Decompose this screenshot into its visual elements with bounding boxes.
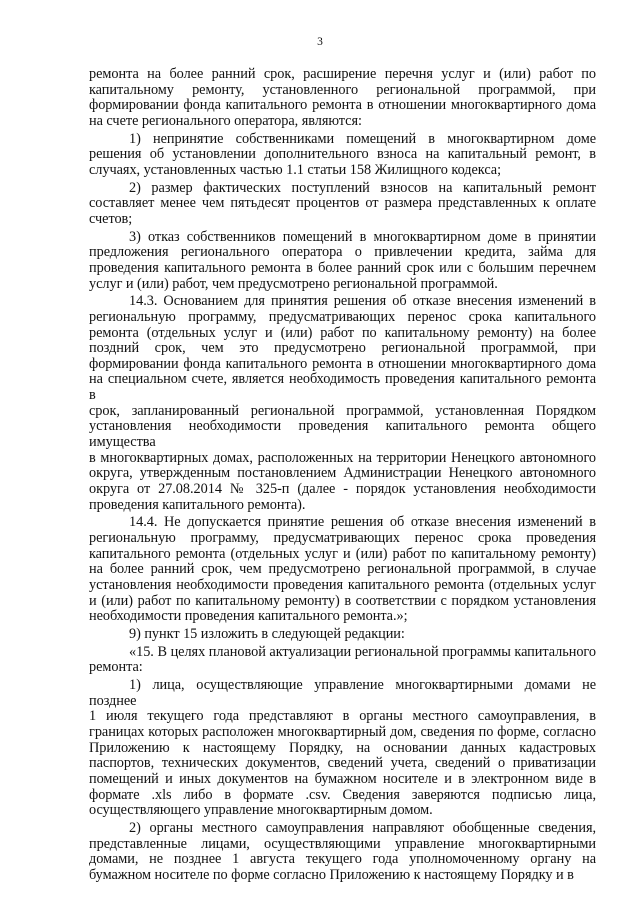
text-line: региональную программу, предусматривающих перенос срока капитального — [89, 308, 596, 325]
text-line: капитального ремонта (отдельных услуг и (или) работ по капитальному ремонту) — [89, 545, 596, 562]
text-line: «15. В целях плановой актуализации региональной программы капитального — [129, 643, 596, 660]
text-line: случаях, установленных частью 1.1 статьи 158 Жилищного кодекса; — [89, 161, 502, 178]
text-line: 1 июля текущего года представляют в органы местного самоуправления, в — [89, 708, 596, 725]
paragraph — [89, 627, 596, 643]
text-line: паспортов, технических документов, сведений учета, сведений о приватизации — [89, 755, 596, 772]
text-line: округа, утвержденным постановлением Администрации Ненецкого автономного — [89, 465, 596, 482]
text-line: проведения капитального ремонта). — [89, 496, 306, 513]
document-body — [89, 67, 596, 883]
text-line: осуществляющего управление многоквартирным домом. — [89, 802, 433, 819]
text-line: 1) непринятие собственниками помещений в многоквартирном доме — [129, 130, 596, 147]
text-line: необходимости проведения капитального ремонта.»; — [89, 608, 408, 625]
text-line: 2) размер фактических поступлений взносов на капитальный ремонт — [129, 179, 596, 196]
paragraph — [89, 294, 596, 513]
text-line: бумажном носителе по форме согласно Приложению к настоящему Порядку и в — [89, 866, 574, 883]
text-line: установления необходимости проведения капитального ремонта общего имущества — [89, 418, 596, 451]
text-line: ремонта (отдельных услуг и (или) работ по капитальному ремонту) на более — [89, 324, 596, 341]
text-line: установления необходимости проведения капитального ремонта (отдельных услуг — [89, 577, 596, 593]
text-line: ремонта на более ранний срок, расширение перечня услуг и (или) работ по — [89, 66, 596, 82]
text-line: составляет менее чем пятьдесят процентов от размера представленных к оплате — [89, 195, 596, 212]
paragraph — [89, 515, 596, 625]
paragraph — [89, 181, 596, 228]
paragraph — [89, 132, 596, 179]
text-line: округа от 27.08.2014 № 325-п (далее - порядок установления необходимости — [89, 481, 596, 498]
paragraph — [89, 67, 596, 130]
text-line: 1) лица, осуществляющие управление многоквартирными домами не позднее — [89, 676, 596, 709]
paragraph — [89, 678, 596, 819]
text-line: представленные лицами, осуществляющими управление многоквартирными — [89, 835, 596, 852]
text-line: домами, не позднее 1 августа текущего года уполномоченному органу на — [89, 851, 596, 868]
text-line: услуг и (или) работ, чем предусмотрено региональной программой. — [89, 275, 498, 292]
text-line: капитальному ремонту, установленного региональной программой, при — [89, 81, 596, 98]
text-line: счетов; — [89, 210, 133, 227]
paragraph — [89, 821, 596, 884]
text-line: 3) отказ собственников помещений в многоквартирном доме в принятии — [129, 228, 596, 245]
text-line: и (или) работ по капитальному ремонту) в соответствии с порядком установления — [89, 592, 596, 609]
text-line: решения об установлении дополнительного взноса на капитальный ремонт, в — [89, 146, 596, 163]
text-line: поздний срок, чем это предусмотрено региональной программой, при — [89, 340, 596, 357]
text-line: в многоквартирных домах, расположенных на территории Ненецкого автономного — [89, 449, 596, 466]
text-line: Приложению к настоящему Порядку, на основании данных кадастровых — [89, 739, 596, 756]
paragraph — [89, 230, 596, 293]
paragraph — [89, 645, 596, 676]
text-line: на специальном счете, является необходимость проведения капитального ремонта в — [89, 371, 596, 404]
text-line: 2) органы местного самоуправления направляют обобщенные сведения, — [129, 819, 596, 836]
text-line: ремонта: — [89, 659, 143, 676]
text-line: 9) пункт 15 изложить в следующей редакции: — [129, 625, 405, 642]
text-line: границах которых расположен многоквартирный дом, сведения по форме, согласно — [89, 723, 596, 740]
text-line: 14.3. Основанием для принятия решения об отказе внесения изменений в — [129, 293, 596, 310]
text-line: формировании фонда капитального ремонта в отношении многоквартирного дома — [89, 355, 596, 372]
text-line: проведения капитального ремонта в более ранний срок или с большим перечнем — [89, 259, 596, 276]
text-line: срок, запланированный региональной программой, установленная Порядком — [89, 402, 596, 419]
page-number: 3 — [317, 36, 323, 48]
text-line: формировании фонда капитального ремонта в отношении многоквартирного дома — [89, 97, 596, 114]
text-line: предложения регионального оператора о привлечении кредита, займа для — [89, 244, 596, 261]
text-line: 14.4. Не допускается принятие решения об отказе внесения изменений в — [129, 514, 596, 531]
text-line: на более ранний срок, чем предусмотрено региональной программой, в случае — [89, 561, 596, 578]
text-line: региональную программу, предусматривающих перенос срока проведения — [89, 530, 596, 547]
text-line: помещений и иных документов на бумажном носителе и в электронном виде в — [89, 770, 596, 787]
text-line: на счете регионального оператора, являются: — [89, 112, 362, 129]
text-line: формате .xls либо в формате .csv. Сведения заверяются подписью лица, — [89, 786, 596, 803]
